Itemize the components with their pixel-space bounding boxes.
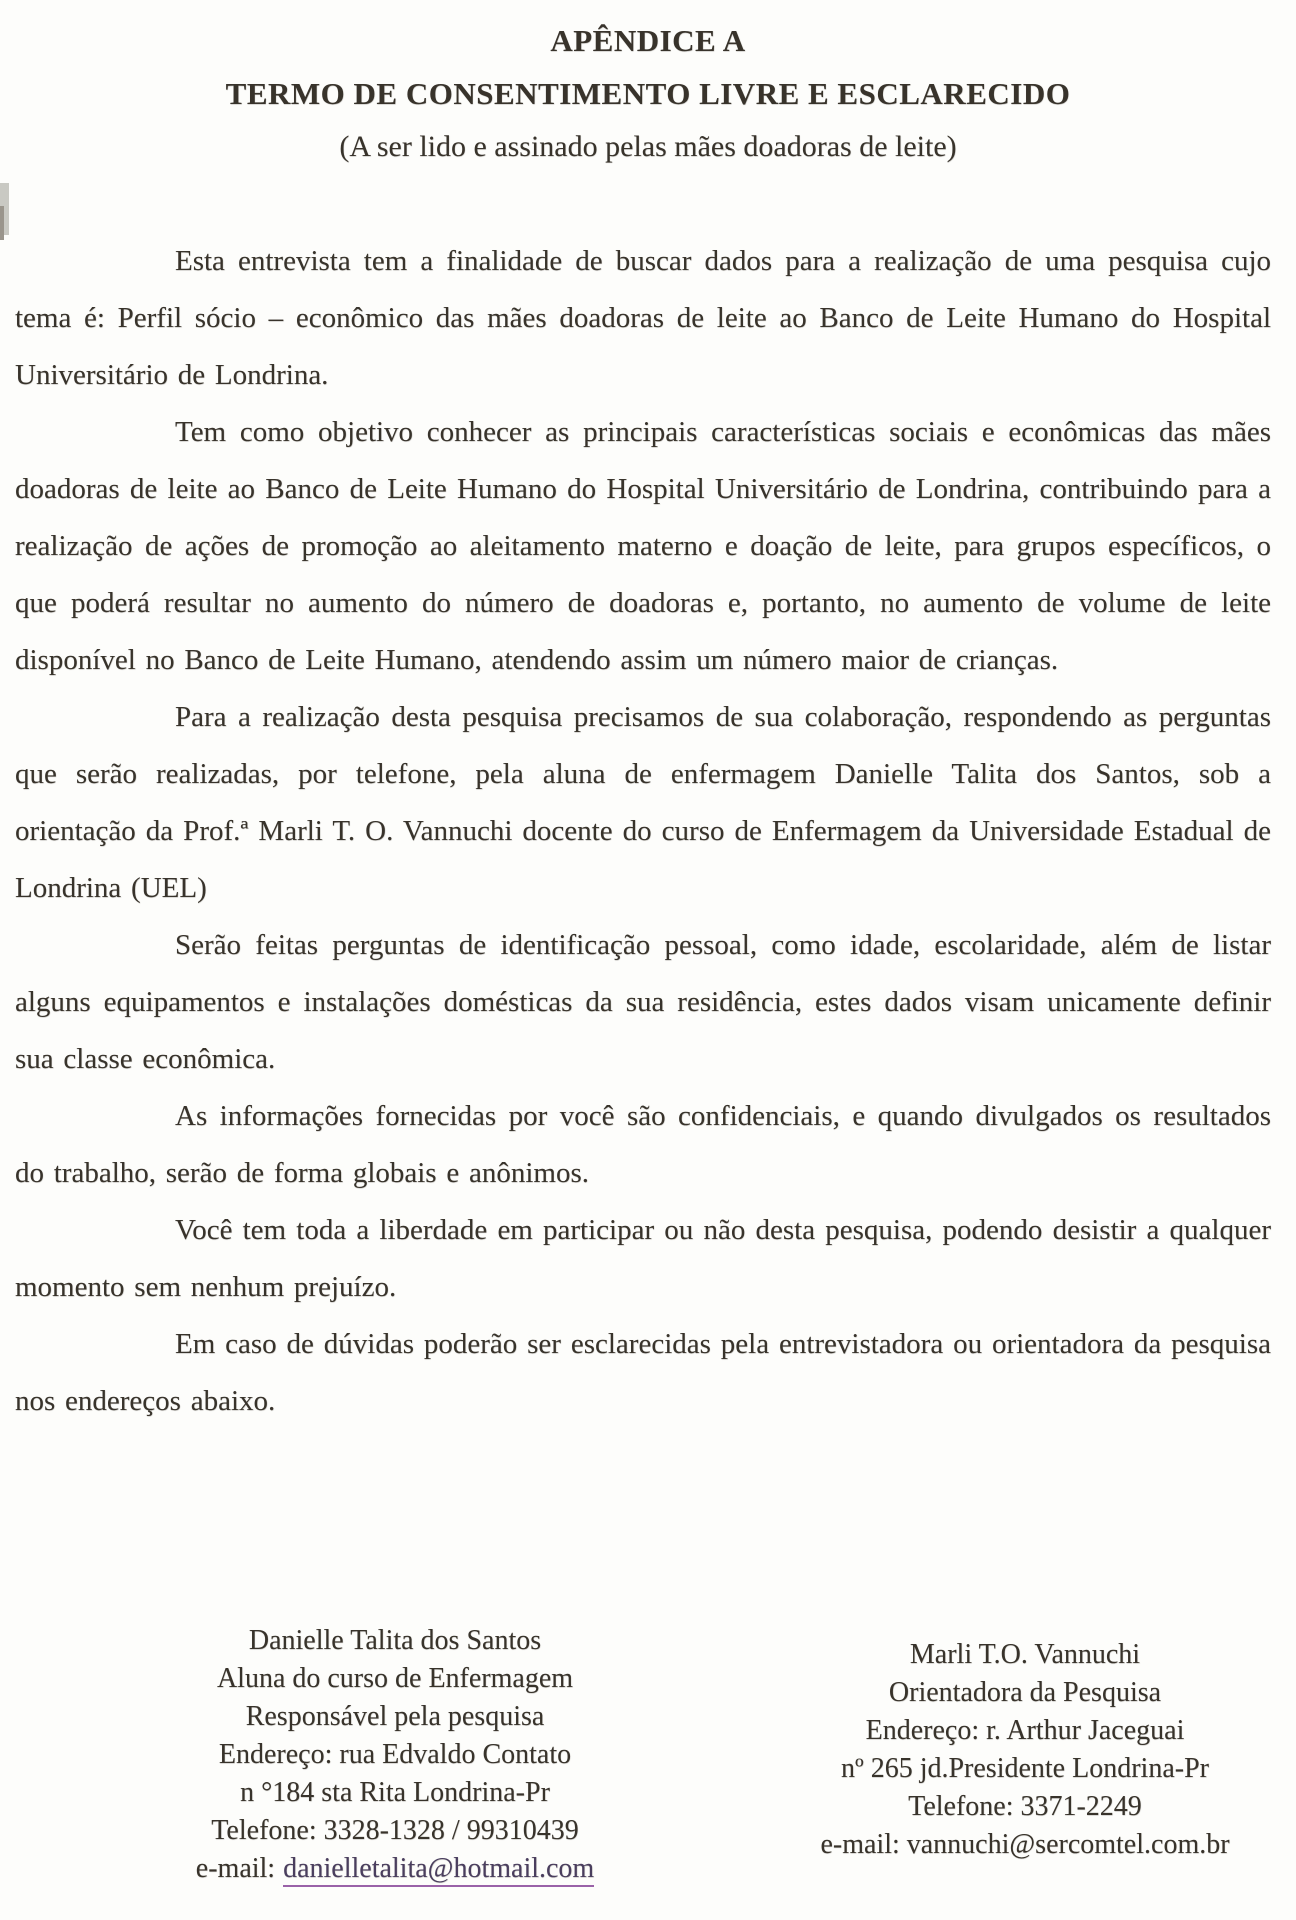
advisor-phone: Telefone: 3371-2249	[908, 1791, 1142, 1822]
email-label: e-mail:	[195, 1853, 276, 1884]
contact-block-advisor	[755, 1636, 1295, 1864]
advisor-email-line: e-mail: vannuchi@sercomtel.com.br	[820, 1829, 1230, 1860]
researcher-email-link[interactable]: danielletalita@hotmail.com	[283, 1853, 594, 1887]
advisor-address-1: Endereço: r. Arthur Jaceguai	[865, 1715, 1185, 1746]
paragraph-doubts: Em caso de dúvidas poderão ser esclarecidas pela entrevistadora ou orientadora da pesquisa nos endereços abaixo.	[15, 1328, 1271, 1417]
document-header	[0, 0, 1296, 173]
contact-block-researcher	[115, 1622, 675, 1888]
advisor-address-2: nº 265 jd.Presidente Londrina-Pr	[841, 1753, 1209, 1784]
paragraph-collaboration: Para a realização desta pesquisa precisamos de sua colaboração, respondendo as perguntas que serão realizadas, por telefone, pela aluna de enfermagem Danielle Talita dos Santos, sob a orientação da Prof.ª Marli T. O. Vannuchi docente do curso de Enfermagem da Universidade Estadual de Londrina (UEL)	[15, 701, 1271, 904]
paragraph-questions: Serão feitas perguntas de identificação pessoal, como idade, escolaridade, além de listar alguns equipamentos e instalações domésticas da sua residência, estes dados visam unicamente definir sua classe econômica.	[15, 929, 1271, 1075]
document-subtitle: (A ser lido e assinado pelas mães doadoras de leite)	[339, 130, 957, 163]
researcher-email-line	[115, 1850, 675, 1888]
paragraph-freedom: Você tem toda a liberdade em participar ou não desta pesquisa, podendo desistir a qualquer momento sem nenhum prejuízo.	[15, 1214, 1271, 1303]
document-body	[0, 233, 1296, 1430]
advisor-name: Marli T.O. Vannuchi	[909, 1639, 1141, 1670]
researcher-role-2: Responsável pela pesquisa	[245, 1701, 545, 1732]
paragraph-purpose: Esta entrevista tem a finalidade de buscar dados para a realização de uma pesquisa cujo tema é: Perfil sócio – econômico das mães doadoras de leite ao Banco de Leite Humano do Hospital Universitário de Londrina.	[15, 245, 1271, 391]
scan-edge-artifact-dark	[0, 206, 4, 240]
researcher-role-1: Aluna do curso de Enfermagem	[216, 1663, 574, 1694]
paragraph-objective: Tem como objetivo conhecer as principais características sociais e econômicas das mães doadoras de leite ao Banco de Leite Humano do Hospital Universitário de Londrina, contribuindo para a realização de ações de promoção ao aleitamento materno e doação de leite, para grupos específicos, o que poderá resultar no aumento do número de doadoras e, portanto, no aumento de volume de leite disponível no Banco de Leite Humano, atendendo assim um número maior de crianças.	[15, 416, 1271, 676]
appendix-title: APÊNDICE A	[550, 23, 746, 58]
researcher-name: Danielle Talita dos Santos	[248, 1625, 542, 1656]
document-title: TERMO DE CONSENTIMENTO LIVRE E ESCLARECIDO	[225, 76, 1071, 111]
researcher-phone: Telefone: 3328-1328 / 99310439	[211, 1815, 579, 1846]
researcher-address-2: n °184 sta Rita Londrina-Pr	[240, 1777, 550, 1808]
advisor-role: Orientadora da Pesquisa	[888, 1677, 1162, 1708]
researcher-address-1: Endereço: rua Edvaldo Contato	[218, 1739, 572, 1770]
paragraph-confidentiality: As informações fornecidas por você são confidenciais, e quando divulgados os resultados do trabalho, serão de forma globais e anônimos.	[15, 1100, 1271, 1189]
